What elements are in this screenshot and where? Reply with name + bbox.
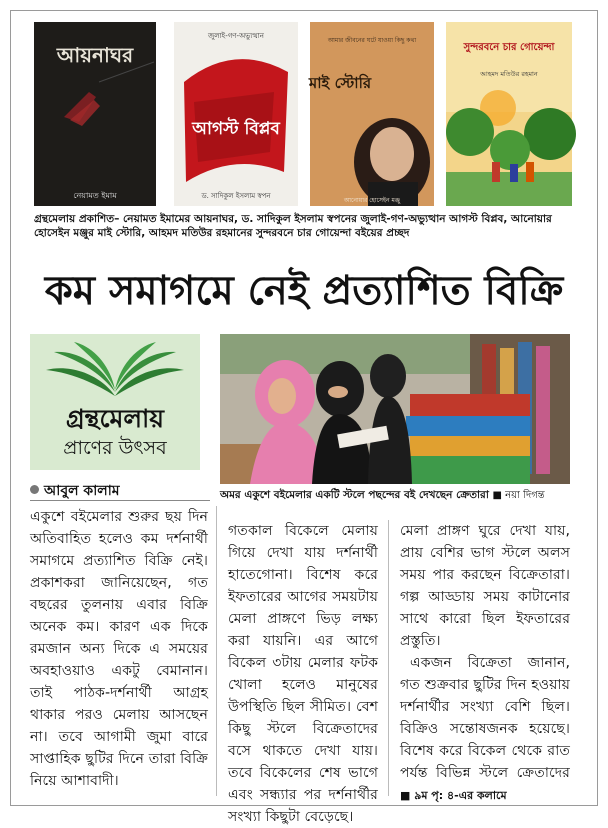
book-fair-photo [220, 334, 570, 484]
cover-3-top-line: আমার জীবনের ঘটে যাওয়া কিছু কথা [327, 37, 417, 44]
article-column-3 [400, 520, 570, 807]
column-divider [388, 520, 389, 796]
cover-2-author: ড. সাদিকুল ইসলাম স্বপন [201, 192, 271, 200]
column-3-paragraph-2 [400, 652, 570, 807]
cover-3-author: আনোয়ার হোসেইন মঞ্জু [344, 197, 400, 204]
cover-2-title: আগস্ট বিপ্লব [192, 119, 280, 139]
column-1-paragraph: একুশে বইমেলার শুরুর ছয় দিন অতিবাহিত হলেও কম দর্শনার্থী সমাগমে প্রত্যাশিত বিক্রি নেই। প্রকাশকরা জানিয়েছেন, গত বছরের তুলনায় এবার বিক্রি অনেক কম। কারণ এক দিকে রমজান অন্য দিকে এ সময়ের অবহাওয়াও একটু বেমানান। তাই পাঠক-দর্শনার্থী আগ্রহ থাকার পরও মেলায় আসছেন না। তবে আগামী জুমা বারে সাপ্তাহিক ছুটির দিনে তারা বিক্রি নিয়ে আশাবাদী। [30, 509, 208, 789]
column-2-paragraph: গতকাল বিকেলে মেলায় গিয়ে দেখা যায় দর্শনার্থী হাতেগোনা। বিশেষ করে ইফতারের আগের সময়টায় মেলা প্রাঙ্গণে ভিড় লক্ষ্য করা যায়নি। এর আগে বিকেল ৩টায় মেলার ফটক খোলা হলেও মানুষের উপস্থিতি ছিল সীমিত। বেশ কিছু স্টলে বিক্রেতাদের বসে থাকতে দেখা যায়। তবে বিকেলের শেষ ভাগে এবং সন্ধ্যার পর দর্শনার্থীর সংখ্যা কিছুটা বেড়েছে। [228, 523, 378, 825]
column-3-paragraph-2-text: একজন বিক্রেতা জানান, গত শুক্রবার ছুটির দিন হওয়ায় দর্শনার্থীর সংখ্যা বেশি ছিল। বিক্রিও সন্তোষজনক হয়েছে। বিশেষ করে বিকেল থেকে রাত পর্যন্ত বিভিন্ন স্টলে ক্রেতাদের [400, 655, 570, 781]
photo-caption-text: অমর একুশে বইমেলার একটি স্টলে পছন্দের বই দেখছেন ক্রেতারা [220, 489, 489, 501]
column-divider [216, 506, 217, 796]
bullet-icon [30, 485, 39, 494]
book-cover-aynaghar [34, 22, 156, 206]
cover-4-author: আহমদ মতিউর রহমান [480, 70, 538, 78]
cover-2-top-line: জুলাই-গণ-অভ্যুত্থান [208, 32, 264, 40]
byline-divider [30, 500, 210, 501]
book-cover-sundarbone-char-goyenda [446, 22, 572, 206]
covers-caption: গ্রন্থমেলায় প্রকাশিত– নেয়ামত ইমামের আয়নাঘর, ড. সাদিকুল ইসলাম স্বপনের জুলাই-গণ-অভ্যুত্থান আগস্ট বিপ্লব, আনোয়ার হোসেইন মঞ্জুর মাই স্টোরি, আহমদ মতিউর রহমানের সুন্দরবনে চার গোয়েন্দা বইয়ের প্রচ্ছদ [34, 213, 552, 239]
photo-credit: ■ নয়া দিগন্ত [492, 490, 545, 501]
cover-4-title: সুন্দরবনে চার গোয়েন্দা [463, 42, 555, 53]
continued-jump: ■ ৯ম পৃ: ৪-এর কলামে [400, 789, 507, 802]
headline: কম সমাগমে নেই প্রত্যাশিত বিক্রি [44, 267, 564, 314]
byline-name: আবুল কালাম [44, 483, 120, 499]
book-cover-my-story [310, 22, 434, 206]
column-3-paragraph-1: মেলা প্রাঙ্গণ ঘুরে দেখা যায়, প্রায় বেশির ভাগ স্টলে অলস সময় পার করছেন বিক্রেতারা। গল্প আড্ডায় সময় কাটানোর সাথে কারো ছিল ইফতারের প্রস্তুতি। [400, 523, 570, 649]
logo-title: গ্রন্থমেলায় [65, 404, 165, 433]
photo-caption [220, 488, 570, 503]
article-column-1 [30, 506, 208, 792]
section-logo [30, 334, 200, 470]
cover-1-author: নেয়ামত ইমাম [73, 191, 117, 200]
logo-subtitle: প্রাণের উৎসব [63, 437, 167, 459]
book-cover-august-biplob [174, 22, 298, 206]
cover-1-title: আয়নাঘর [56, 43, 134, 67]
article-column-2 [228, 520, 378, 828]
byline [30, 482, 210, 500]
cover-3-title: মাই স্টোরি [308, 74, 372, 92]
